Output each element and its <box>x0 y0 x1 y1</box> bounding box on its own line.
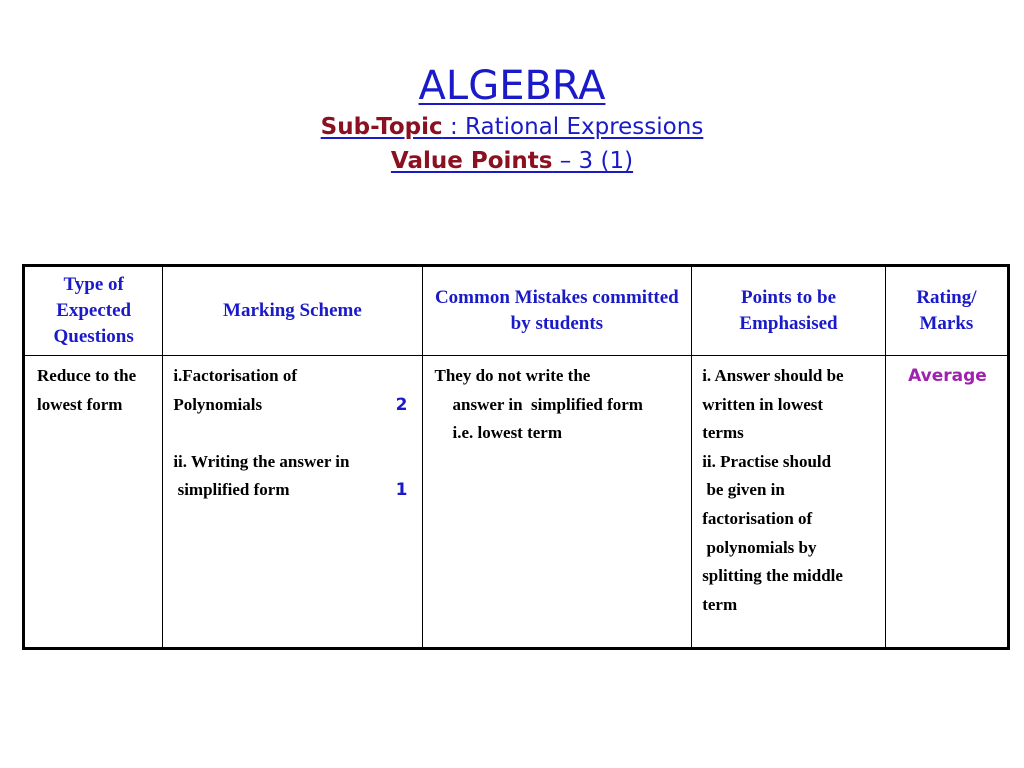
header-rating-marks: Rating/ Marks <box>885 266 1008 356</box>
value-points-text: – 3 (1) <box>552 148 634 174</box>
cell-common-mistakes <box>422 356 692 649</box>
subtopic-line <box>0 110 1024 144</box>
spacer <box>173 419 407 448</box>
point-line: polynomials by <box>702 537 817 557</box>
header-marking-scheme: Marking Scheme <box>163 266 422 356</box>
point-line: terms <box>702 423 744 443</box>
cell-question-type <box>24 356 163 649</box>
marking-scheme-table <box>22 264 1010 650</box>
marking-item2-text: simplified form <box>173 480 290 500</box>
marking-item1-mark: 2 <box>395 394 408 415</box>
cell-points-emphasised <box>692 356 886 649</box>
table-header-row <box>24 266 1009 356</box>
point-line: be given in <box>702 480 785 500</box>
question-type-line: Reduce to the <box>37 366 137 385</box>
title-block <box>0 62 1024 178</box>
cell-marking-scheme <box>163 356 422 649</box>
marking-item1-line2 <box>173 391 407 420</box>
header-points-emphasised: Points to be Emphasised <box>692 266 886 356</box>
rating-value: Average <box>908 366 987 386</box>
value-points-line <box>0 144 1024 178</box>
cell-rating <box>885 356 1008 649</box>
point-line: term <box>702 594 738 614</box>
table-row <box>24 356 1009 649</box>
marking-item2-line1: ii. Writing the answer in <box>173 451 350 471</box>
value-points-label: Value Points <box>390 148 553 174</box>
header-type-of-questions: Type of Expected Questions <box>24 266 163 356</box>
marking-item1-text: Polynomials <box>173 394 263 414</box>
subtopic-text: : Rational Expressions <box>442 114 704 140</box>
point-line: factorisation of <box>702 508 813 528</box>
marking-item1-line1: i.Factorisation of <box>173 366 298 385</box>
point-line: splitting the middle <box>702 566 843 586</box>
page-title: ALGEBRA <box>418 63 606 109</box>
subtopic-label: Sub-Topic <box>320 114 443 140</box>
marking-item2-mark: 1 <box>395 480 408 501</box>
mistake-line: answer in simplified form <box>452 394 643 414</box>
point-line: ii. Practise should <box>702 451 832 471</box>
mistake-line: They do not write the <box>434 366 591 385</box>
marking-item2-line2 <box>173 476 407 505</box>
point-line: i. Answer should be <box>702 366 844 385</box>
header-common-mistakes: Common Mistakes committed by students <box>422 266 692 356</box>
question-type-line: lowest form <box>37 394 123 414</box>
mistake-line: i.e. lowest term <box>452 423 563 443</box>
point-line: written in lowest <box>702 394 824 414</box>
